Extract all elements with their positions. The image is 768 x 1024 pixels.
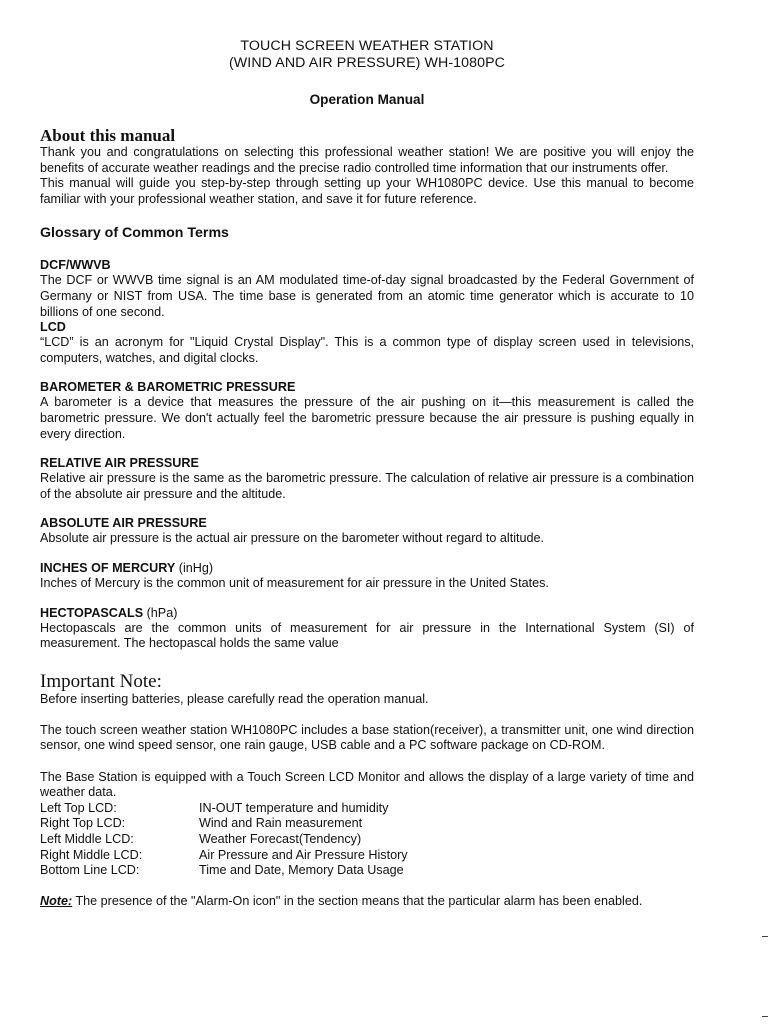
glossary-term-barometer: BAROMETER & BAROMETRIC PRESSURE — [40, 380, 296, 395]
note-label: Note: — [40, 894, 73, 909]
note-text: The presence of the "Alarm-On icon" in the section means that the particular alarm has been enabled. — [72, 894, 643, 909]
glossary-def-barometer: A barometer is a device that measures the pressure of the air pushing on it—this measurement is called the barometric pressure. We don't actually feel the barometric pressure because the air pressure is pushing equally in every direction. — [40, 395, 694, 441]
lcd-row: Right Top LCD: Wind and Rain measurement — [40, 816, 363, 831]
lcd-row: Right Middle LCD: Air Pressure and Air Pressure History — [40, 847, 408, 862]
lcd-layout-list — [40, 801, 694, 879]
glossary-heading: Glossary of Common Terms — [40, 225, 229, 242]
alarm-note — [40, 894, 694, 910]
title-line-2: (WIND AND AIR PRESSURE) WH-1080PC — [228, 55, 506, 71]
page-edge-mark — [762, 936, 768, 937]
glossary-def-lcd: “LCD” is an acronym for "Liquid Crystal Display". This is a common type of display screen used in televisions, computers, watches, and digital clocks. — [40, 335, 694, 365]
glossary-def-inches-mercury: Inches of Mercury is the common unit of measurement for air pressure in the United States. — [40, 575, 549, 590]
important-note-heading: Important Note: — [40, 670, 162, 692]
lcd-row: Bottom Line LCD: Time and Date, Memory Data Usage — [40, 863, 404, 878]
glossary-term-hectopascals: HECTOPASCALS (hPa) — [40, 605, 178, 620]
lcd-row: Left Middle LCD: Weather Forecast(Tendency) — [40, 832, 362, 847]
about-paragraph-1: Thank you and congratulations on selecting this professional weather station! We are positive you will enjoy the benefits of accurate weather readings and the precise radio controlled time information that our instruments offer. — [40, 145, 694, 175]
glossary-term-dcf: DCF/WWVB — [40, 258, 111, 273]
manual-page — [40, 38, 694, 910]
lcd-row: Left Top LCD: IN-OUT temperature and humidity — [40, 800, 389, 815]
about-heading: About this manual — [40, 126, 176, 145]
glossary-term-inches-mercury: INCHES OF MERCURY (inHg) — [40, 560, 214, 575]
document-subtitle: Operation Manual — [309, 92, 425, 107]
glossary-term-lcd: LCD — [40, 320, 66, 335]
title-line-1: TOUCH SCREEN WEATHER STATION — [240, 38, 494, 54]
glossary-def-hectopascals: Hectopascals are the common units of measurement for air pressure in the International System (SI) of measurement. The hectopascal holds the same value — [40, 620, 694, 651]
important-paragraph-2: The touch screen weather station WH1080PC includes a base station(receiver), a transmitter unit, one wind direction sensor, one wind speed sensor, one rain gauge, USB cable and a PC software package on CD-ROM. — [40, 722, 694, 753]
page-edge-mark — [762, 1016, 768, 1017]
glossary-def-absolute-pressure: Absolute air pressure is the actual air pressure on the barometer without regard to altitude. — [40, 531, 545, 546]
glossary-def-dcf: The DCF or WWVB time signal is an AM modulated time-of-day signal broadcasted by the Federal Government of Germany or NIST from USA. The time base is generated from an atomic time generator which is accurate to 10 billions of one second. — [40, 273, 694, 319]
unit-inhg: (inHg) — [175, 560, 214, 575]
important-paragraph-3: The Base Station is equipped with a Touch Screen LCD Monitor and allows the display of a large variety of time and weather data. — [40, 769, 694, 800]
glossary-term-relative-pressure: RELATIVE AIR PRESSURE — [40, 456, 199, 471]
unit-hpa: (hPa) — [143, 605, 178, 620]
about-paragraph-2: This manual will guide you step-by-step through setting up your WH1080PC device. Use this manual to become familiar with your professional weather station, and save it for future reference. — [40, 176, 694, 206]
glossary-def-relative-pressure: Relative air pressure is the same as the barometric pressure. The calculation of relative air pressure is a combination of the absolute air pressure and the altitude. — [40, 471, 694, 501]
important-paragraph-1: Before inserting batteries, please carefully read the operation manual. — [40, 691, 429, 706]
glossary-term-absolute-pressure: ABSOLUTE AIR PRESSURE — [40, 516, 207, 531]
